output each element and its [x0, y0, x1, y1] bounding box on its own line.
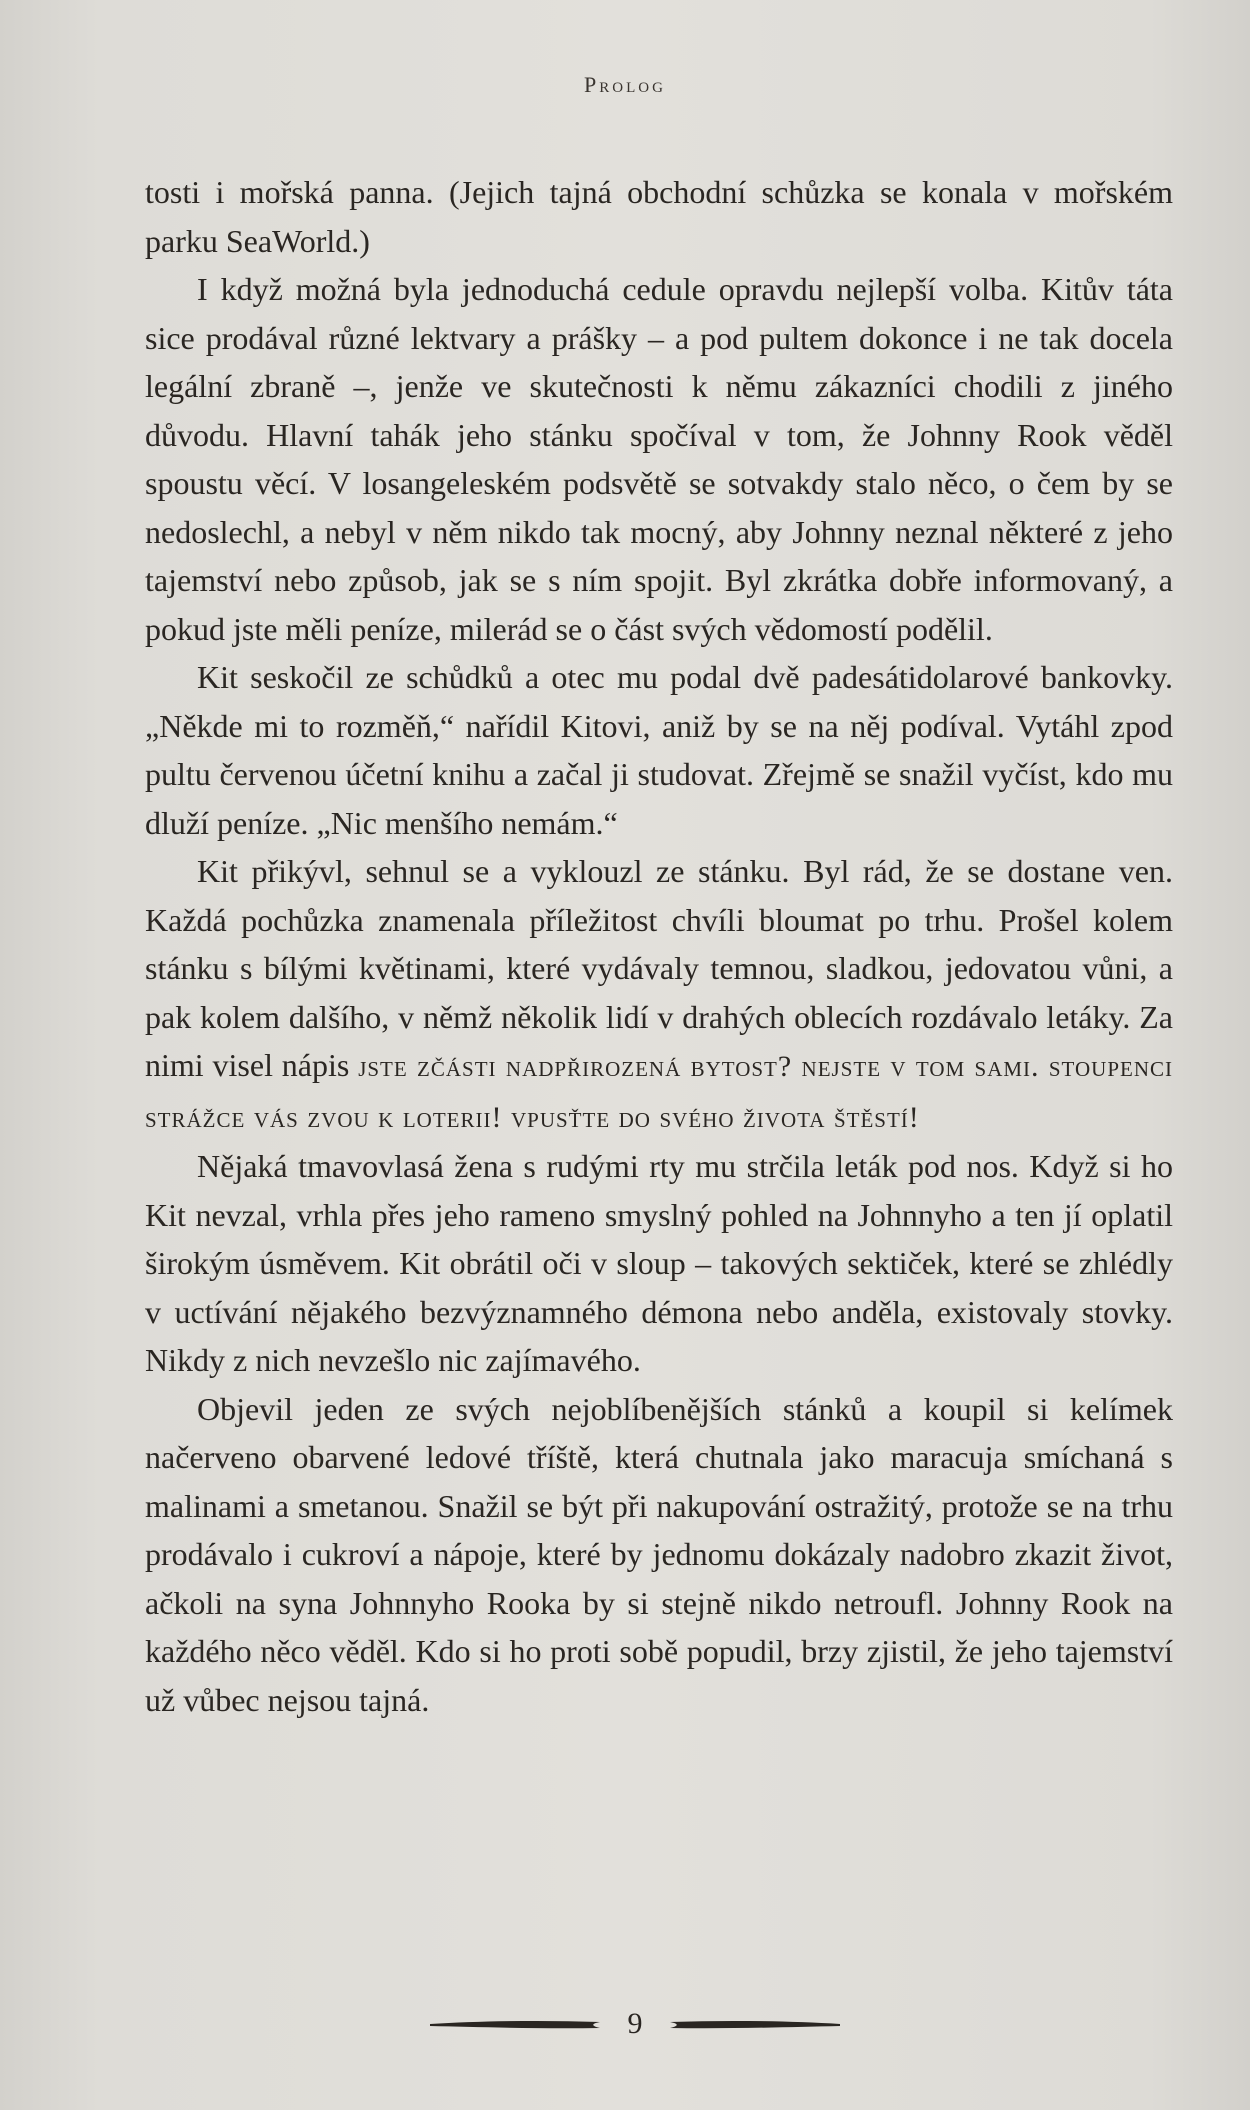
paragraph-3: Kit seskočil ze schůdků a otec mu podal dvě padesátidolarové bankovky. „Někde mi to rozměň,“ nařídil Kitovi, aniž by se na něj podíval. Vytáhl zpod pultu červenou účetní knihu a začal ji studovat. Zřejmě se snažil vyčíst, kdo mu dluží peníze. „Nic menšího nemám.“: [145, 659, 1173, 841]
page-number: 9: [627, 2007, 643, 2040]
paragraph-4: [145, 847, 1173, 1142]
paragraph-1: tosti i mořská panna. (Jejich tajná obchodní schůzka se konala v mořském parku SeaWorld.): [145, 174, 1173, 259]
paragraph-5: Nějaká tmavovlasá žena s rudými rty mu strčila leták pod nos. Když si ho Kit nevzal, vrhla přes jeho rameno smyslný pohled na Johnnyho a ten jí oplatil širokým úsměvem. Kit obrátil oči v sloup – takových sektiček, které se zhlédly v uctívání nějakého bezvýznamného démona nebo anděla, existovaly stovky. Nikdy z nich nevzešlo nic zajímavého.: [145, 1148, 1173, 1378]
body-text: [145, 168, 1173, 1724]
paragraph-4-text: Kit přikývl, sehnul se a vyklouzl ze stánku. Byl rád, že se dostane ven. Každá pochůzka znamenala příležitost chvíli bloumat po trhu. Prošel kolem stánku s bílými květinami, které vydávaly temnou, sladkou, jedovatou vůni, a pak kolem dalšího, v němž několik lidí v drahých oblecích rozdávalo letáky. Za nimi visel nápis: [145, 853, 1173, 1083]
sign-text: jste zčásti nadpřirozená bytost? nejste v tom sami. stoupenci strážce vás zvou k loterii! vpusťte do svého života štěstí!: [145, 1050, 1174, 1134]
running-header: Prolog: [584, 72, 666, 97]
paragraph-2: I když možná byla jednoduchá cedule opravdu nejlepší volba. Kitův táta sice prodával různé lektvary a prášky – a pod pultem dokonce i ne tak docela legální zbraně –, jenže ve skutečnosti k němu zákazníci chodili z jiného důvodu. Hlavní tahák jeho stánku spočíval v tom, že Johnny Rook věděl spoustu věcí. V losangeleském podsvětě se sotvakdy stalo něco, o čem by se nedoslechl, a nebyl v něm nikdo tak mocný, aby Johnny neznal některé z jeho tajemství nebo způsob, jak se s ním spojit. Byl zkrátka dobře informovaný, a pokud jste měli peníze, milerád se o část svých vědomostí podělil.: [145, 271, 1173, 647]
paragraph-6: Objevil jeden ze svých nejoblíbenějších stánků a koupil si kelímek načerveno obarvené ledové tříště, která chutnala jako maracuja smíchaná s malinami a smetanou. Snažil se být při nakupování ostražitý, protože se na trhu prodávalo i cukroví a nápoje, které by jednomu dokázaly nadobro zkazit život, ačkoli na syna Johnnyho Rooka by si stejně nikdo netroufl. Johnny Rook na každého něco věděl. Kdo si ho proti sobě popudil, brzy zjistil, že jeho tajemství už vůbec nejsou tajná.: [145, 1390, 1173, 1718]
